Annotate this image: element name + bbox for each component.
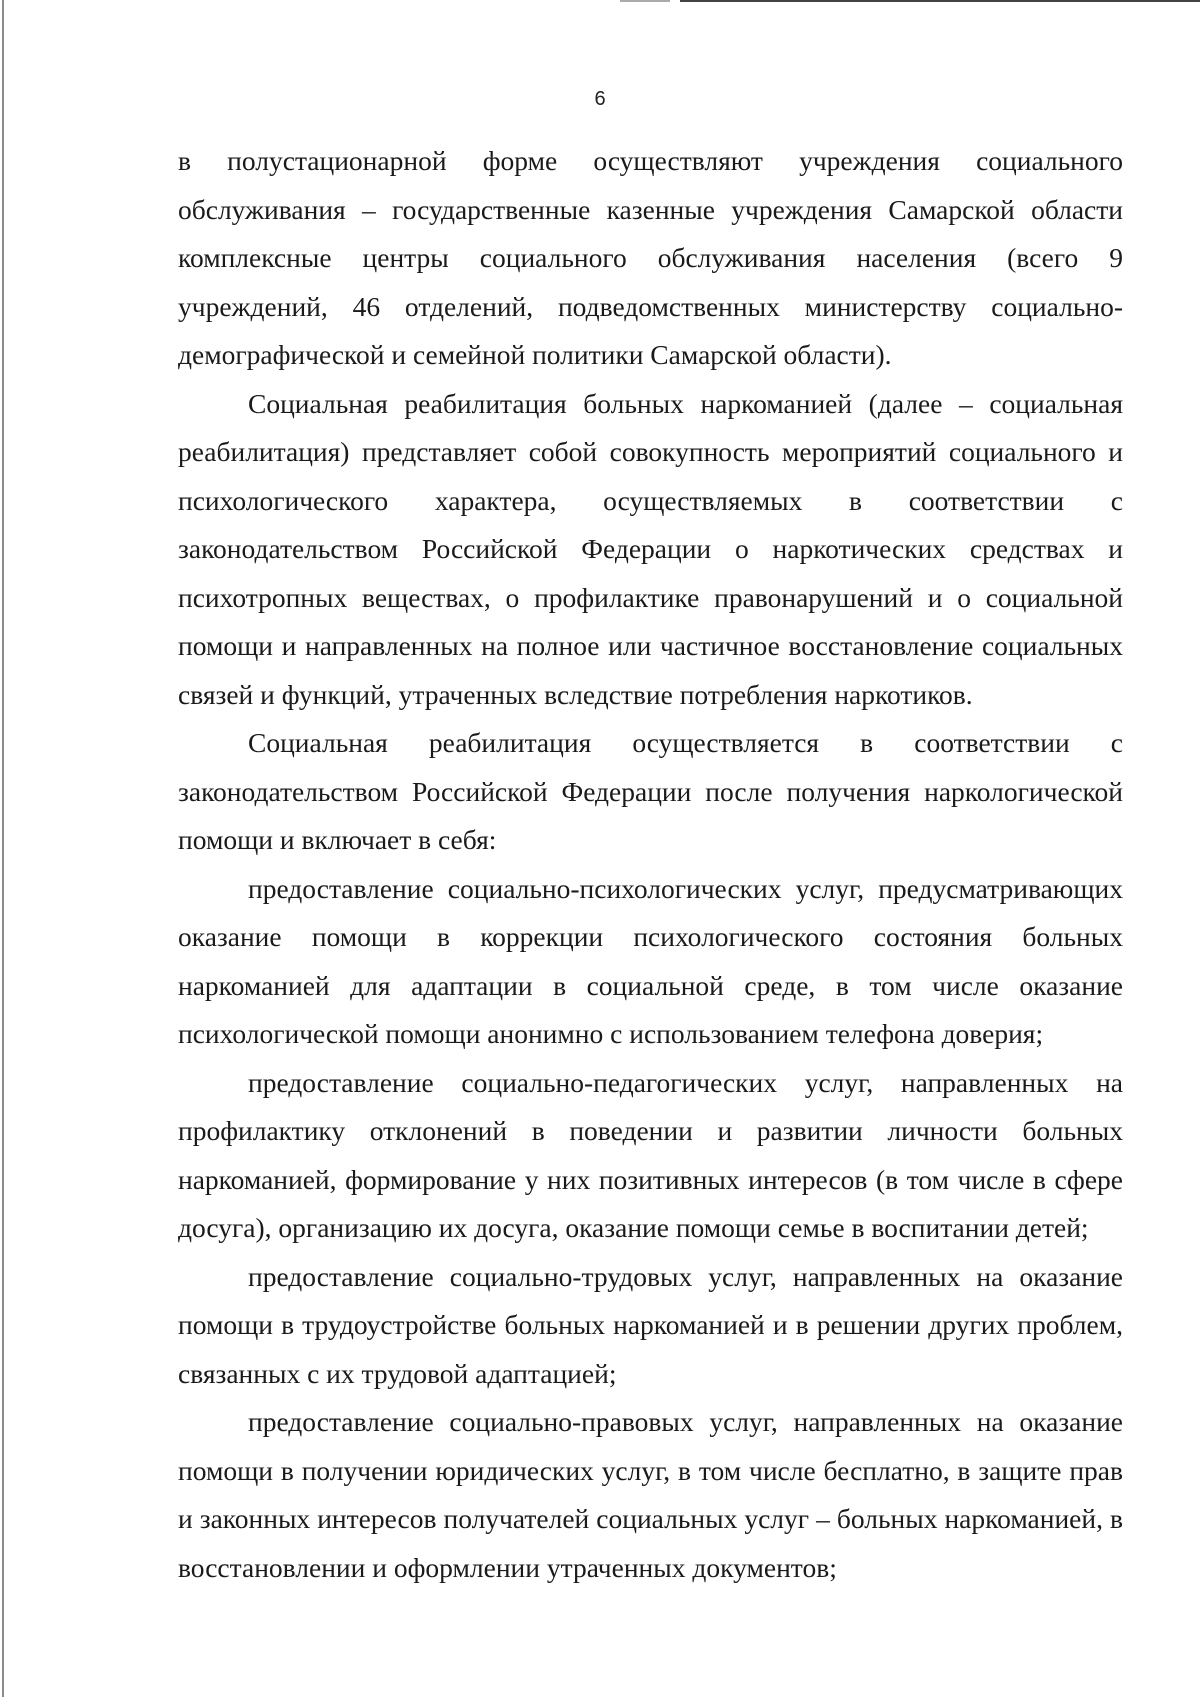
document-body xyxy=(178,137,1123,1592)
paragraph-5: предоставление социально-педагогических услуг, направленных на профилактику отклонений в поведении и развитии личности больных наркоманией, формирование у них позитивных интересов (в том числе в сфере досуга), организацию их досуга, оказание помощи семье в воспитании детей; xyxy=(178,1066,1123,1243)
paragraph-6: предоставление социально-трудовых услуг, направленных на оказание помощи в трудоустройстве больных наркоманией и в решении других проблем, связанных с их трудовой адаптацией; xyxy=(178,1260,1123,1389)
paragraph-1: в полустационарной форме осуществляют учреждения социального обслуживания – государственные казенные учреждения Самарской области комплексные центры социального обслуживания населения (всего 9 учреждений, 46 отделений, подведомственных министерству социально-демографической и семейной политики Самарской области). xyxy=(178,145,1123,370)
scan-left-edge xyxy=(2,0,4,1697)
scan-top-line xyxy=(680,0,1200,2)
page-number: 6 xyxy=(594,88,606,110)
paragraph-2: Социальная реабилитация больных наркоманией (далее – социальная реабилитация) представляет собой совокупность мероприятий социального и психологического характера, осуществляемых в соответствии с законодательством Российской Федерации о наркотических средствах и психотропных веществах, о профилактике правонарушений и о социальной помощи и направленных на полное или частичное восстановление социальных связей и функций, утраченных вследствие потребления наркотиков. xyxy=(178,387,1123,710)
paragraph-7: предоставление социально-правовых услуг, направленных на оказание помощи в получении юридических услуг, в том числе бесплатно, в защите прав и законных интересов получателей социальных услуг – больных наркоманией, в восстановлении и оформлении утраченных документов; xyxy=(178,1406,1123,1583)
paragraph-3: Социальная реабилитация осуществляется в соответствии с законодательством Российской Федерации после получения наркологической помощи и включает в себя: xyxy=(178,727,1123,855)
paragraph-4: предоставление социально-психологических услуг, предусматривающих оказание помощи в коррекции психологического состояния больных наркоманией для адаптации в социальной среде, в том числе оказание психологической помощи анонимно с использованием телефона доверия; xyxy=(178,872,1123,1049)
scan-top-dash xyxy=(620,0,670,2)
